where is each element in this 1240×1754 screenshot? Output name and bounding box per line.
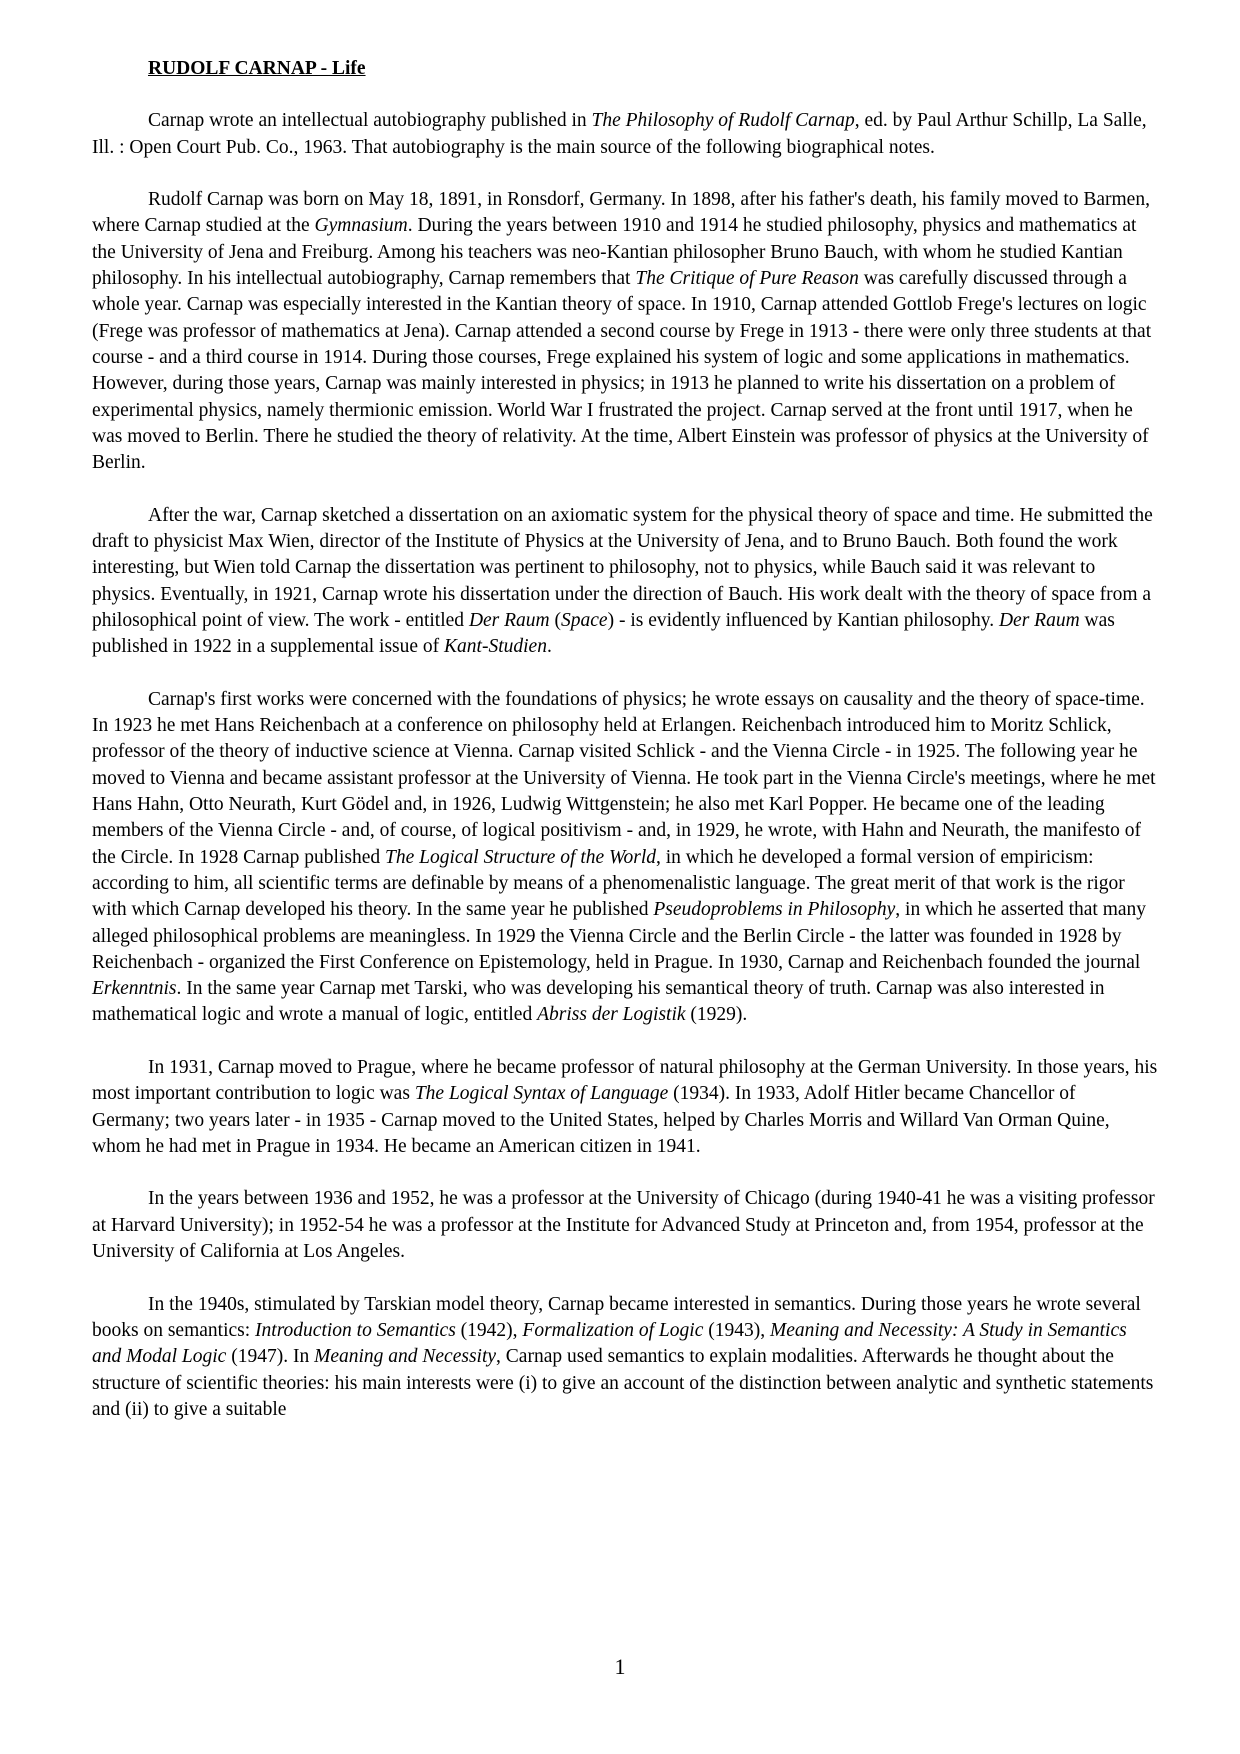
body-paragraph <box>92 187 1158 476</box>
body-paragraph <box>92 1186 1158 1265</box>
paragraph-text: (1943), <box>703 1319 770 1341</box>
paragraph-text: ( <box>549 609 562 631</box>
body-paragraph <box>92 1055 1158 1160</box>
italic-title-text: Formalization of Logic <box>522 1319 704 1341</box>
italic-title-text: Pseudoproblems in Philosophy <box>653 899 896 921</box>
paragraph-text: , ed. by Paul Arthur Schillp, La Salle, Ill. : Open Court Pub. Co., 1963. That autobiography is the main source of the following biographical notes. <box>92 110 1147 158</box>
paragraph-text: was published in 1922 in a supplemental issue of <box>92 609 1115 658</box>
italic-title-text: Introduction to Semantics <box>255 1319 456 1341</box>
italic-title-text: Space <box>561 609 608 631</box>
paragraph-text: Carnap wrote an intellectual autobiography published in <box>148 110 592 132</box>
paragraph-text: . <box>546 636 552 658</box>
paragraph-text: (1947). In <box>226 1346 315 1368</box>
paragraph-text: (1934). In 1933, Adolf Hitler became Chancellor of Germany; two years later - in 1935 - Carnap moved to the United States, helped by Charles Morris and Willard Van Orman Quine, whom he had met in Prague in 1934. He became an American citizen in 1941. <box>92 1083 1110 1157</box>
paragraph-text: Rudolf Carnap was born on May 18, 1891, in Ronsdorf, Germany. In 1898, after his father's death, his family moved to Barmen, where Carnap studied at the <box>92 189 1150 237</box>
italic-title-text: Meaning and Necessity <box>314 1346 497 1368</box>
paragraph-text: , Carnap used semantics to explain modalities. Afterwards he thought about the structure of scientific theories: his main interests were (i) to give an account of the distinction between analytic and synthetic statements and (ii) to give a suitable <box>92 1346 1154 1420</box>
paragraph-text: Carnap's first works were concerned with the foundations of physics; he wrote essays on causality and the theory of space-time. In 1923 he met Hans Reichenbach at a conference on philosophy held at Erlangen. Reichenbach introduced him to Moritz Schlick, professor of the theory of inductive science at Vienna. Carnap visited Schlick - and the Vienna Circle - in 1925. The following year he moved to Vienna and became assistant professor at the University of Vienna. He took part in the Vienna Circle's meetings, where he met Hans Hahn, Otto Neurath, Kurt Gödel and, in 1926, Ludwig Wittgenstein; he also met Karl Popper. He became one of the leading members of the Vienna Circle - and, of course, of logical positivism - and, in 1929, he wrote, with Hahn and Neurath, the manifesto of the Circle. In 1928 Carnap published <box>92 688 1156 868</box>
paragraph-text: . During the years between 1910 and 1914 he studied philosophy, physics and mathematics at the University of Jena and Freiburg. Among his teachers was neo-Kantian philosopher Bruno Bauch, with whom he studied Kantian philosophy. In his intellectual autobiography, Carnap remembers that <box>92 215 1137 290</box>
paragraph-text: . In the same year Carnap met Tarski, who was developing his semantical theory of truth. Carnap was also interested in mathematical logic and wrote a manual of logic, entitled <box>92 978 1105 1026</box>
paragraph-text: In the 1940s, stimulated by Tarskian model theory, Carnap became interested in semantics. During those years he wrote several books on semantics: <box>92 1293 1141 1341</box>
italic-title-text: Erkenntnis <box>92 978 177 1000</box>
paragraph-text: (1942), <box>455 1319 523 1341</box>
paragraph-text: was carefully discussed through a whole year. Carnap was especially interested in the Kantian theory of space. In 1910, Carnap attended Gottlob Frege's lectures on logic (Frege was professor of mathematics at Jena). Carnap attended a second course by Frege in 1913 - there were only three students at that course - and a third course in 1914. During those courses, Frege explained his system of logic and some applications in mathematics. However, during those years, Carnap was mainly interested in physics; in 1913 he planned to write his dissertation on a problem of experimental physics, namely thermionic emission. World War I frustrated the project. Carnap served at the front until 1917, when he was moved to Berlin. There he studied the theory of relativity. At the time, Albert Einstein was professor of physics at the University of Berlin. <box>92 268 1152 474</box>
body-paragraph <box>92 1292 1158 1423</box>
paragraph-text: , in which he developed a formal version of empiricism: according to him, all scientific terms are definable by means of a phenomenalistic language. The great merit of that work is the rigor with which Carnap developed his theory. In the same year he published <box>92 846 1125 921</box>
italic-title-text: The Logical Syntax of Language <box>414 1083 669 1105</box>
italic-title-text: Gymnasium <box>314 215 408 237</box>
italic-title-text: Abriss der Logistik <box>537 1004 686 1026</box>
italic-title-text: Der Raum <box>998 609 1080 631</box>
paragraph-text: (1929). <box>685 1004 748 1026</box>
body-paragraph <box>92 108 1158 161</box>
paragraph-list <box>92 108 1158 1423</box>
page-number: 1 <box>614 1654 626 1679</box>
paragraph-text: In 1931, Carnap moved to Prague, where he became professor of natural philosophy at the German University. In those years, his most important contribution to logic was <box>92 1056 1158 1105</box>
italic-title-text: The Logical Structure of the World <box>384 846 656 868</box>
italic-title-text: Kant-Studien <box>444 636 547 658</box>
paragraph-text: ) - is evidently influenced by Kantian philosophy. <box>607 609 999 631</box>
document-title: RUDOLF CARNAP - Life <box>148 58 366 79</box>
document-body <box>92 56 1158 1449</box>
paragraph-text: After the war, Carnap sketched a dissertation on an axiomatic system for the physical theory of space and time. He submitted the draft to physicist Max Wien, director of the Institute of Physics at the University of Jena, and to Bruno Bauch. Both found the work interesting, but Wien told Carnap the dissertation was pertinent to philosophy, not to physics, while Bauch said it was relevant to physics. Eventually, in 1921, Carnap wrote his dissertation under the direction of Bauch. His work dealt with the theory of space from a philosophical point of view. The work - entitled <box>92 504 1153 631</box>
italic-title-text: The Philosophy of Rudolf Carnap <box>591 110 855 132</box>
body-paragraph <box>92 687 1158 1029</box>
paragraph-text: , in which he asserted that many alleged philosophical problems are meaningless. In 1929 the Vienna Circle and the Berlin Circle - the latter was founded in 1928 by Reichenbach - organized the First Conference on Epistemology, held in Prague. In 1930, Carnap and Reichenbach founded the journal <box>92 899 1147 973</box>
body-paragraph <box>92 503 1158 661</box>
paragraph-text: In the years between 1936 and 1952, he was a professor at the University of Chicago (during 1940-41 he was a visiting professor at Harvard University); in 1952-54 he was a professor at the Institute for Advanced Study at Princeton and, from 1954, professor at the University of California at Los Angeles. <box>92 1188 1155 1263</box>
italic-title-text: Der Raum <box>468 609 550 631</box>
italic-title-text: Meaning and Necessity: A Study in Semantics and Modal Logic <box>92 1319 1127 1368</box>
italic-title-text: The Critique of Pure Reason <box>635 268 859 290</box>
